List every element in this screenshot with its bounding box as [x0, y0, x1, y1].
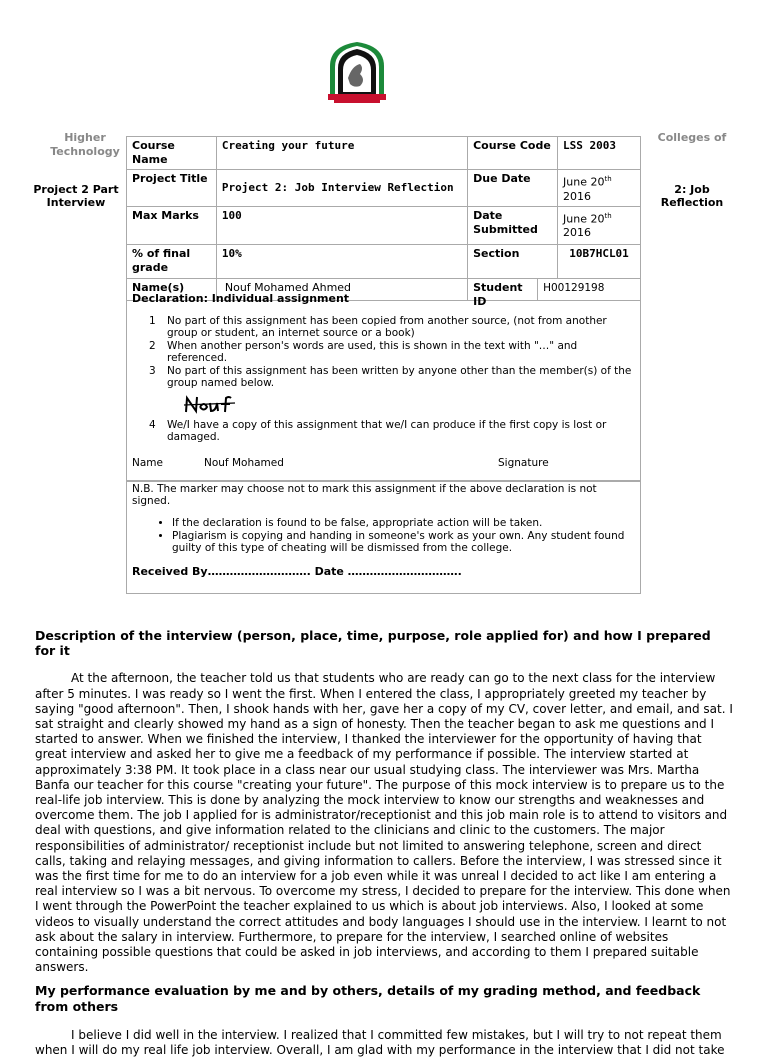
due-date-value: June 20th 2016 [558, 170, 641, 207]
signature-image [167, 391, 635, 421]
note-bullet: • Plagiarism is copying and handing in someone's work as your own. Any student found guilty of this type of cheating will be dismissed from the college. [172, 530, 635, 554]
header-right-top: Colleges of [657, 131, 727, 144]
declaration-item: 2 When another person's words are used, this is shown in the text with "…" and referenced. [149, 340, 578, 364]
note-bullets [132, 517, 635, 554]
name-label: Name [132, 457, 163, 469]
final-grade-value: 10% [216, 244, 467, 278]
student-id-value: H00129198 [538, 278, 641, 300]
declaration-item: 1 No part of this assignment has been copied from another source, (not from another group or student, an internet source or a book) [149, 315, 607, 339]
declaration-list-cont [132, 419, 635, 443]
names-label: Name(s) [127, 278, 217, 300]
name-value: Nouf Mohamed [204, 457, 284, 469]
header-left-bottom: Project 2 Part Interview [33, 183, 119, 209]
max-marks-value: 100 [216, 206, 467, 244]
project-title-value: Project 2: Job Interview Reflection [216, 170, 467, 207]
declaration-list [132, 315, 635, 389]
marker-note-box [126, 481, 641, 594]
section-label: Section [468, 244, 558, 278]
project-title-label: Project Title [127, 170, 217, 207]
cover-info-table [126, 136, 641, 308]
declaration-box [126, 292, 641, 481]
declaration-title: Declaration: Individual assignment [132, 292, 350, 305]
names-value: Nouf Mohamed Ahmed [216, 278, 467, 300]
student-id-label: Student ID [468, 278, 538, 300]
note-bullet: • If the declaration is found to be false, appropriate action will be taken. [172, 517, 635, 529]
header-right-bottom: 2: Job Reflection [660, 183, 724, 209]
marker-note-text: N.B. The marker may choose not to mark this assignment if the above declaration is not signed. [132, 483, 597, 507]
date-submitted-label: Date Submitted [468, 206, 558, 244]
declaration-item: 4 We/I have a copy of this assignment that we/I can produce if the first copy is lost or damaged. [149, 419, 607, 443]
received-by-line: Received By………………………. Date …………………………. [132, 565, 462, 578]
paragraph-performance: I believe I did well in the interview. I realized that I committed few mistakes, but I will try to not repeat them when I will do my real life job interview. Overall, I am glad with my performance in the interview that I did not take [35, 1027, 725, 1058]
course-name-value: Creating your future [216, 137, 467, 170]
name-signature-row [132, 457, 635, 471]
course-name-label: Course Name [127, 137, 217, 170]
college-logo [326, 40, 388, 104]
section-heading-description: Description of the interview (person, place, time, purpose, role applied for) and how I prepared for it [35, 628, 711, 659]
course-code-label: Course Code [468, 137, 558, 170]
signature-label: Signature [498, 457, 549, 469]
declaration-item: 3 No part of this assignment has been written by anyone other than the member(s) of the group named below. [149, 365, 632, 389]
handwritten-signature [183, 394, 239, 416]
paragraph-description: At the afternoon, the teacher told us that students who are ready can go to the next class for the interview after 5 minutes. I was ready so I went the first. When I entered the class, I appropriately greeted my teacher by saying "good afternoon". Then, I shook hands with her, gave her a copy of my CV, cover letter, and email, and sat. I sat straight and clearly showed my hand as a sign of honesty. Then the teacher began to ask me questions and I started to answer. When we finished the interview, I thanked the interviewer for the opportunity of having that great interview and asked her to give me a feedback of my performance if possible. The interview started at approximately 3:38 PM. It took place in a class near our usual studying class. The interviewer was Mrs. Martha Banfa our teacher for this course "creating your future". The purpose of this mock interview is to prepare us to the real-life job interview. This is done by analyzing the mock interview to know our strengths and weaknesses and overcome them. The job I applied for is administrator/receptionist and this job main role is to attend to visitors and deal with questions, and give information related to the clinicians and clinic to the customers. The major responsibilities of administrator/ receptionist include but not limited to answering telephone, screen and direct calls, taking and relaying messages, and giving information to callers. Before the interview, I was stressed since it was the first time for me to do an interview for a job even while it was unreal I decided to act like I am entering a real interview so I was a bit nervous. To overcome my stress, I decided to prepare for the interview. This done when I went through the PowerPoint the teacher explained to us which is about job interviews. Also, I looked at some videos to visually understand the correct attitudes and body languages I should use in the interview. I learnt to not ask about the salary in interview. Furthermore, to prepare for the interview, I searched online of websites containing possible questions that could be asked in job interviews, and according to them I prepared suitable answers. [35, 671, 733, 975]
section-value: 10B7HCL01 [558, 244, 641, 278]
final-grade-label: % of final grade [127, 244, 217, 278]
course-code-value: LSS 2003 [558, 137, 641, 170]
date-submitted-value: June 20th 2016 [558, 206, 641, 244]
max-marks-label: Max Marks [127, 206, 217, 244]
section-heading-performance: My performance evaluation by me and by others, details of my grading method, and feedback from others [35, 983, 701, 1014]
header-left-top: Higher Technology [50, 131, 120, 158]
due-date-label: Due Date [468, 170, 558, 207]
essay-body [35, 628, 735, 1058]
